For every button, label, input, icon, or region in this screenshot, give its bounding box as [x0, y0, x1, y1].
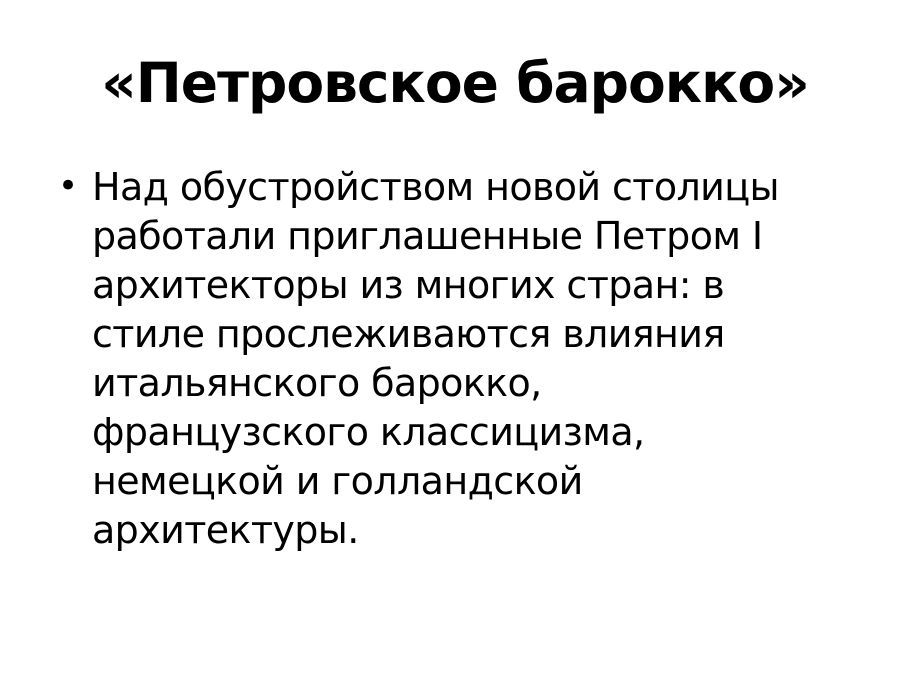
body-text-line: архитекторы из многих стран: в: [92, 263, 725, 307]
bullet-text-block: [92, 163, 890, 555]
body-text-line: работали приглашенные Петром I: [92, 214, 763, 258]
body-text-line: немецкой и голландской: [92, 459, 583, 503]
body-text-line: французского классицизма,: [92, 410, 645, 454]
bullet-marker: •: [58, 166, 79, 206]
body-text-line: архитектуры.: [92, 508, 359, 552]
body-text-line: Над обустройством новой столицы: [92, 165, 779, 209]
bullet-item: [0, 163, 910, 555]
body-text-line: итальянского барокко,: [92, 361, 542, 405]
body-text-line: стиле прослеживаются влияния: [92, 312, 725, 356]
slide-title: «Петровское барокко»: [101, 51, 809, 115]
